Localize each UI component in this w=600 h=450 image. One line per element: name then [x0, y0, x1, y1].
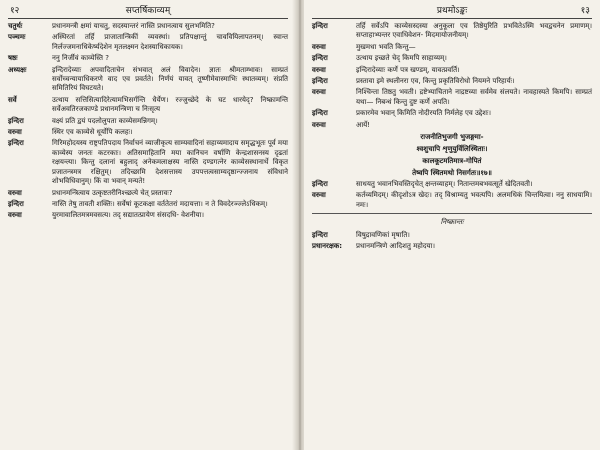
dialogue-row: [312, 77, 592, 86]
dialogue-text: वक्ष्यं प्रति द्वयं पदलोलुपता काव्येसमन्निगम्।: [52, 116, 158, 125]
left-page-body: [8, 22, 288, 223]
dialogue-text: आर्ये!: [356, 120, 371, 129]
speaker-name: सर्वे: [8, 95, 17, 104]
speaker-name: इन्दिरा: [8, 199, 24, 208]
dialogue-row: [312, 231, 592, 240]
dialogue-row: [312, 88, 592, 107]
closing-heading: निष्क्रान्तः: [440, 218, 464, 227]
left-page-header: [10, 3, 286, 19]
right-running-title: प्रथमोऽङ्कः: [436, 6, 468, 16]
dialogue-row: [312, 43, 592, 52]
left-page: [0, 0, 296, 450]
dialogue-text: साधयतु भवानभिवस्तिदृचेत् क्षन्तव्याहम्। नितान्तमबभवत्सूर्ते खेदितवती।: [356, 180, 533, 189]
speaker-name: प्रधानरक्षक:: [312, 242, 343, 251]
dialogue-row: [312, 54, 592, 63]
left-running-title: सप्तर्षिकाव्यम्: [125, 6, 171, 16]
speaker-name: वरुवा: [312, 42, 326, 51]
dialogue-text: प्रधानमन्त्रित्वाय उत्कृष्टतरीनिश्च्छत्ये चेत् प्रस्तावः?: [52, 188, 173, 197]
dialogue-text: उत्थाय सत्तिसित्यादिरेत्यामभिसर्गन्ति धैर्येण। रज्जुच्छेदे के घट धारयेद्? निष्क्रामन्ति सर्वेअवतिरजकाण्डे प्रधानमन्त्रिणा च निःसृत्य: [52, 95, 288, 114]
speaker-name: इन्दिरा: [312, 22, 328, 30]
dialogue-row: [312, 242, 592, 251]
speaker-name: इन्दिरा: [8, 139, 24, 148]
speaker-name: वरुवा: [312, 65, 326, 74]
speaker-name: पञ्चमः: [8, 33, 26, 42]
verse-line: तेष्वपि स्थितमथो निसर्गतः॥१७॥: [412, 169, 492, 178]
dialogue-text: उत्थाय इच्छते चेद् किमपि साहाय्यम्।: [356, 54, 447, 63]
dialogue-row: [8, 128, 288, 137]
dialogue-row: [312, 66, 592, 75]
dialogue-text: नास्ति तेषु तावती शक्तिः। सर्वेषां कूटकक्षा वर्ततेतरां मदायत्ता। न ते विवदेरञ्ज्लेऽधिकम्।: [52, 199, 268, 208]
dialogue-row: [8, 117, 288, 126]
dialogue-row: [8, 33, 288, 52]
dialogue-text: तर्हि सर्वेऽपि काव्येसस्दस्या अनुकूला एव तिष्ठेयुरिति प्रभवितेऽस्मि भवद्वचनेन प्रमाणम्। सप्ताहाभ्यन्तर एवाधिवेशन- मिदमायोजनीयम्।: [356, 22, 592, 40]
section-rule: [312, 213, 592, 214]
left-page-number: १२: [10, 6, 20, 16]
dialogue-text: स्थिर एव काव्येसे धूर्योपि कलहः।: [52, 128, 133, 137]
right-header-rule: [312, 18, 592, 19]
left-header-rule: [8, 18, 288, 19]
dialogue-row: [312, 191, 592, 210]
dialogue-text: निश्चिन्ता तिष्ठतु भवती। द्रष्टेभ्याचिताने नाद्रष्टव्या सर्वमेव संलयते। नावहास्यते किमपि। साम्प्रतं यथा— निबन्धं किन्तु दुष्ट कर्णे अपति।: [356, 88, 592, 106]
speaker-name: वरुवा: [8, 188, 22, 197]
speaker-name: इन्दिरा: [312, 77, 328, 86]
dialogue-text: गिरिमहोदयस्य राष्ट्रपतिपदाय निर्वाचनं व्याजीकृत्य साम्यवादिनां सहाय्यमादाय समृद्धभूतः पूर्व मया काव्येस्य जनतः कटरकाः। अतिसमाहितानि मया कानिचन वर्षाणि केन्द्रशासनस्य दृढतां रक्षयन्त्या। किन्तु दलानां बहुलाद् अनेकमलाक्षस्य नास्ति दण्डगत्नेर काव्येसस्थानार्थे विकृत प्रजातन्त्रमत्र रक्षितुम्। तदिच्छामि देशसत्तास्य उपपत्तत्वसाम्यदृष्ठान्ज्जनाय संविधाने शोभविधिवानुम्। किं वा भवान् मन्यते!: [52, 139, 288, 186]
dialogue-text: कर्तव्यमिदम्। कीदृशोऽत्र खेदः। तद् विश्राम्यतु भवत्यपि। अलमधिकं चिन्तयित्वा। ननु साधयामि। नमः।: [356, 191, 592, 209]
speaker-name: इन्दिरा: [312, 54, 328, 63]
dialogue-row: [312, 109, 592, 118]
verse-line: श्वशुचापि शृणुयुर्विलिस्थिताः।: [416, 145, 488, 154]
right-dialogue-top: [312, 22, 592, 130]
speaker-name: षष्ठः: [8, 54, 18, 63]
right-page-body: [312, 22, 592, 254]
speaker-name: वरुवा: [8, 128, 22, 137]
dialogue-text: प्रस्तावा इमे स्थलीनरा एव, किन्तु प्रकृतिविरोधो नियमने परिहार्यः।: [356, 77, 515, 86]
speaker-name: वरुवा: [8, 211, 22, 220]
right-page-number: १३: [580, 6, 590, 16]
dialogue-row: [8, 139, 288, 186]
dialogue-text: युरमावालितमत्रमवसत्य। तद् सद्यातत्प्रायेण संसदधि- वेशनीया।: [52, 211, 204, 220]
dialogue-text: इन्दिरादेव्याः कर्णे पत्र खण्डम्, यावत्प्रवर्ति।: [356, 65, 460, 74]
speaker-name: चतुर्थः: [8, 22, 23, 30]
dialogue-text: मुखमधा भवति किन्तु—: [356, 42, 416, 51]
dialogue-text: इन्दिरादेव्याः अपवादिताचेन संभवात् अलं विवादेन। ज्ञातः श्रीमताम्भावः। साम्प्रतं सर्वोच्चन्यायाधिकरणे वाद एव प्रवर्तते। निर्णयं यावत् तूष्णीमेवास्माभिः स्थातव्यम्। संप्रति समितिरियं विघटयते।: [52, 65, 288, 93]
dialogue-row: [8, 96, 288, 115]
dialogue-text: प्रधानमन्त्री क्षमां याचतु, सदस्यान्तरं नास्ति प्रधानत्वाय सुलभमिति?: [52, 22, 215, 30]
dialogue-row: [8, 211, 288, 220]
speaker-name: इन्दिरा: [312, 230, 328, 239]
dialogue-row: [312, 22, 592, 41]
dialogue-row: [8, 189, 288, 198]
speaker-name: वरुवा: [312, 88, 326, 97]
right-dialogue-final: [312, 231, 592, 252]
dialogue-text: प्रकारमेव भवान् किमिति नोदीरयति निर्मलेह एव उद्देशः।: [356, 109, 492, 118]
dialogue-row: [8, 22, 288, 31]
speaker-name: वरुवा: [312, 191, 326, 200]
speaker-name: इन्दिरा: [312, 180, 328, 189]
dialogue-row: [8, 200, 288, 209]
verse-line: राजनीतिभुजगी भुजङ्गमा-: [420, 133, 484, 142]
dialogue-row: [8, 66, 288, 94]
verse-line: कालकूटमतिमात्र-गोपितं: [422, 157, 482, 166]
dialogue-row: [312, 121, 592, 130]
speaker-name: वरुवा: [312, 120, 326, 129]
verse-block: [312, 132, 592, 178]
right-page-header: [314, 3, 590, 19]
speaker-name: इन्दिरा: [312, 109, 328, 118]
dialogue-text: ननु निर्जीवं काव्येस्ति ?: [52, 54, 109, 63]
dialogue-text: विषुद्रावणिकां मृषाति।: [356, 230, 410, 239]
right-page: [304, 0, 600, 450]
speaker-name: अध्यक्षः: [8, 65, 27, 74]
speaker-name: इन्दिरा: [8, 116, 24, 125]
dialogue-text: प्रधानमन्त्रिणे आदिशतु महोदया।: [356, 242, 436, 251]
right-dialogue-bottom: [312, 180, 592, 210]
dialogue-row: [8, 54, 288, 63]
dialogue-text: अस्थिरतां तर्हि प्राजातान्त्रिकीं व्यवस्थां। प्रतिपक्षान्तुं चाववियिलापतनम्। स्वान्त निर्लज्जमनाधिकेर्ष्यदेशेन मृतलक्ष्मन देशस्याधिकायक।: [52, 33, 288, 51]
dialogue-row: [312, 180, 592, 189]
